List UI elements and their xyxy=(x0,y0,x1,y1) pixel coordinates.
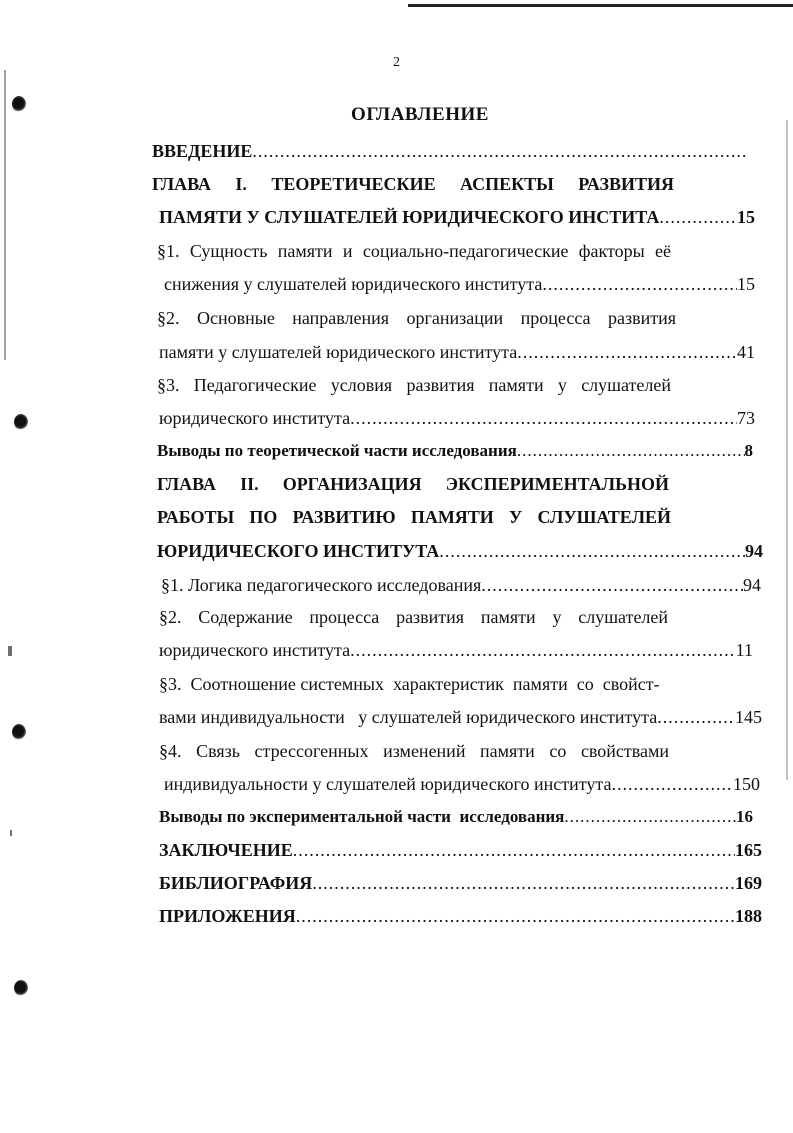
toc-section1-2-line1: §2. Основные направления организации процесса развития xyxy=(157,308,677,328)
dot-leader xyxy=(296,905,735,927)
toc-page-number: 8 xyxy=(744,441,753,460)
toc-entry-section2-4: индивидуальности у слушателей юридического института ..... 150 xyxy=(164,773,760,795)
toc-entry-section2-3 xyxy=(159,706,762,728)
dot-leader xyxy=(564,806,736,828)
dot-leader xyxy=(657,706,735,728)
toc-page-number: 188 xyxy=(735,906,762,926)
toc-section2-2-line1: §2. Содержание процесса развития памяти у слушателей xyxy=(159,607,669,627)
toc-entry-conclusions-theory xyxy=(157,440,753,462)
toc-entry-section2-1 xyxy=(161,574,761,596)
toc-section2-3-line1 xyxy=(159,673,699,695)
toc-entry-section2-2 xyxy=(159,639,753,661)
toc-page-number: 16 xyxy=(736,807,753,826)
toc-entry-label: ПАМЯТИ У СЛУШАТЕЛЕЙ ЮРИДИЧЕСКОГО ИНСТИТА xyxy=(159,207,660,227)
punch-hole-icon xyxy=(14,980,28,996)
toc-entry-section1-3 xyxy=(159,407,755,429)
toc-entry-section1-2 xyxy=(159,341,755,363)
toc-entry-label: ПРИЛОЖЕНИЯ xyxy=(159,906,296,926)
toc-page-number: 169 xyxy=(735,873,762,893)
dot-leader xyxy=(293,839,735,861)
toc-page-number: 94 xyxy=(743,575,761,595)
toc-entry-label: снижения у слушателей юридического института xyxy=(164,274,543,294)
toc-entry-conclusions-experiment xyxy=(159,806,753,828)
dot-leader xyxy=(611,773,733,795)
dot-leader xyxy=(659,206,737,228)
toc-page-number: 73 xyxy=(737,408,755,428)
dot-leader xyxy=(350,407,737,429)
toc-page-number: 94 xyxy=(745,541,763,561)
toc-entry-label: Выводы по теоретической части исследования xyxy=(157,441,517,460)
toc-section1-3-line1: §3. Педагогические условия развития памяти у слушателей xyxy=(157,375,672,395)
scan-speck xyxy=(8,646,12,656)
toc-entry-label: юридического института xyxy=(159,640,351,660)
page-number: 2 xyxy=(393,55,400,70)
toc-entry-label: памяти у слушателей юридического института xyxy=(159,342,518,362)
toc-page-number: 150 xyxy=(733,774,760,794)
toc-entry-chapter2 xyxy=(157,540,763,562)
dot-leader xyxy=(350,639,736,661)
punch-hole-icon xyxy=(14,414,28,430)
toc-page-number: 11 xyxy=(735,640,753,660)
toc-entry-intro xyxy=(152,140,748,162)
toc-page-number: 165 xyxy=(735,840,762,860)
toc-entry-chapter1 xyxy=(159,206,755,228)
scan-top-rule xyxy=(408,4,793,7)
dot-leader xyxy=(542,273,737,295)
toc-entry-appendices xyxy=(159,905,762,927)
toc-entry-label: §1. Логика педагогического исследования xyxy=(161,575,482,595)
toc-entry-label: Выводы по экспериментальной части исследования xyxy=(159,807,565,826)
toc-chapter1-line1: ГЛАВА I. ТЕОРЕТИЧЕСКИЕ АСПЕКТЫ РАЗВИТИЯ xyxy=(152,174,674,194)
dot-leader xyxy=(481,574,743,596)
dot-leader xyxy=(517,440,745,462)
dot-leader xyxy=(517,341,737,363)
scan-speck xyxy=(10,830,12,836)
toc-section2-4-line1: §4. Связь стрессогенных изменений памяти со свойствами xyxy=(159,741,670,761)
toc-entry-bibliography xyxy=(159,872,762,894)
toc-entry-label: §3. Соотношение системных характеристик памяти со свойст- xyxy=(159,674,660,694)
punch-hole-icon xyxy=(12,724,26,740)
dot-leader xyxy=(439,540,745,562)
toc-section1-1-line1: §1. Сущность памяти и социально-педагогические факторы её xyxy=(157,241,672,261)
toc-entry-label: юридического института xyxy=(159,408,351,428)
toc-page-number: 145 xyxy=(735,707,762,727)
dot-leader xyxy=(312,872,735,894)
toc-title: ОГЛАВЛЕНИЕ xyxy=(351,104,489,125)
dot-leader xyxy=(252,140,748,162)
toc-page-number: 41 xyxy=(737,342,755,362)
toc-page-number: 15 xyxy=(737,207,755,227)
toc-entry-label: БИБЛИОГРАФИЯ xyxy=(159,873,313,893)
toc-entry-conclusion xyxy=(159,839,762,861)
toc-entry-label: вами индивидуальности у слушателей юридического института xyxy=(159,707,658,727)
toc-chapter2-line1: ГЛАВА II. ОРГАНИЗАЦИЯ ЭКСПЕРИМЕНТАЛЬНОЙ xyxy=(157,474,669,494)
toc-entry-label: ВВЕДЕНИЕ xyxy=(152,141,253,161)
toc-entry-label: ЮРИДИЧЕСКОГО ИНСТИТУТА xyxy=(157,541,440,561)
toc-entry-section1-1 xyxy=(164,273,755,295)
scan-right-edge xyxy=(786,120,788,780)
toc-chapter2-line2: РАБОТЫ ПО РАЗВИТИЮ ПАМЯТИ У СЛУШАТЕЛЕЙ xyxy=(157,507,671,527)
toc-entry-label: ЗАКЛЮЧЕНИЕ xyxy=(159,840,293,860)
toc-page-number: 15 xyxy=(737,274,755,294)
